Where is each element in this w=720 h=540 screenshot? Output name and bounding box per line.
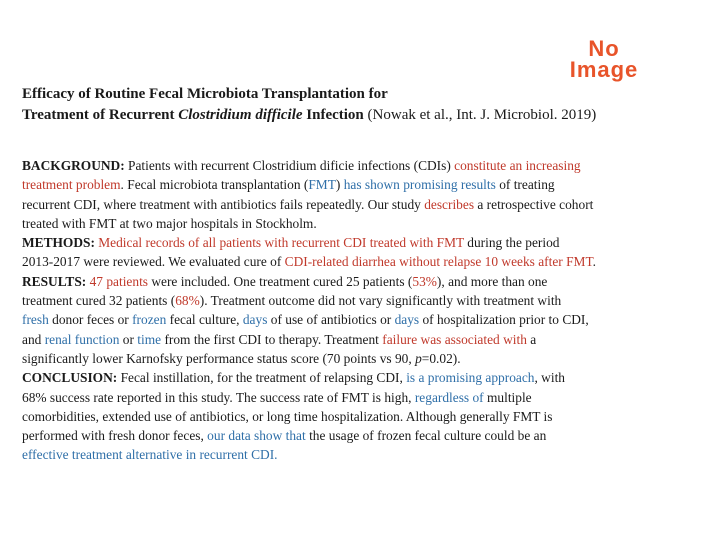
abstract-line — [22, 272, 716, 291]
body-text: comorbidities, extended use of antibiotics, or long time hospitalization. Although generally FMT is — [22, 408, 553, 424]
body-text: a retrospective cohort — [474, 196, 594, 212]
body-text: donor feces or — [48, 312, 133, 328]
highlight-blue-text: our data show that — [207, 428, 306, 444]
slide-title — [22, 84, 718, 126]
abstract-line — [22, 291, 716, 310]
body-text: ), and more than one — [436, 273, 548, 289]
section-heading: BACKGROUND: — [22, 158, 129, 173]
highlight-blue-text: has shown promising results — [343, 177, 496, 193]
body-text: , with — [534, 370, 565, 386]
body-text: Patients with recurrent Clostridium dificie infections (CDIs) — [128, 158, 455, 173]
body-text: from the first CDI to therapy. Treatment — [161, 331, 383, 347]
body-text: 2013-2017 were reviewed. We evaluated cure of — [22, 254, 285, 270]
abstract-line — [22, 233, 716, 252]
title-line2-start: Treatment of Recurrent — [22, 107, 179, 123]
title-organism: Clostridium difficile — [178, 107, 303, 123]
body-text: of treating — [495, 177, 555, 193]
highlight-blue-text: time — [137, 331, 162, 347]
no-image-line2: Image — [569, 57, 639, 82]
highlight-blue-text: regardless of — [414, 389, 484, 405]
body-text: ) — [335, 177, 344, 193]
body-text: treatment cured 32 patients ( — [22, 293, 176, 309]
highlight-red-text: treatment problem — [22, 177, 121, 193]
italic-text: p — [415, 350, 422, 366]
highlight-blue-text: effective treatment alternative in recurrent CDI. — [22, 447, 278, 463]
highlight-red-text: failure was associated with — [382, 331, 527, 347]
title-line1 — [22, 84, 718, 105]
abstract-line — [22, 445, 716, 464]
no-image-line1: No — [588, 36, 620, 61]
highlight-red-text: 68% — [175, 293, 200, 309]
abstract-line — [22, 156, 716, 175]
body-text: 68% success rate reported in this study. The success rate of FMT is high, — [22, 389, 415, 405]
highlight-blue-text: days — [242, 312, 268, 328]
highlight-red-text: 47 patients — [89, 273, 148, 289]
abstract-line — [22, 349, 716, 368]
highlight-blue-text: is a promising approach — [406, 370, 535, 386]
title-line1-text: Efficacy of Routine Fecal Microbiota Transplantation for — [22, 86, 388, 102]
highlight-red-text: 53% — [412, 273, 437, 289]
highlight-blue-text: renal function — [44, 331, 120, 347]
body-text: multiple — [483, 389, 532, 405]
highlight-blue-text: fresh — [22, 312, 49, 328]
abstract-line — [22, 214, 716, 233]
abstract-line — [22, 407, 716, 426]
abstract-line — [22, 252, 716, 271]
body-text: of use of antibiotics or — [267, 312, 395, 328]
body-text: during the period — [463, 235, 560, 251]
section-heading: CONCLUSION: — [22, 370, 121, 386]
highlight-blue-text: days — [394, 312, 420, 328]
abstract-line — [22, 175, 716, 194]
highlight-red-text: Medical records of all patients with recurrent CDI treated with FMT — [98, 235, 464, 251]
body-text: =0.02). — [421, 350, 461, 366]
abstract-body — [22, 156, 716, 465]
body-text: the usage of frozen fecal culture could be an — [305, 428, 547, 444]
body-text: Fecal instillation, for the treatment of relapsing CDI, — [120, 370, 407, 386]
abstract-line — [22, 388, 716, 407]
title-line2 — [22, 105, 718, 126]
no-image-placeholder — [548, 38, 660, 80]
highlight-blue-text: frozen — [132, 312, 167, 328]
body-text: fecal culture, — [166, 312, 243, 328]
abstract-line — [22, 330, 716, 349]
body-text: treated with FMT at two major hospitals in Stockholm. — [22, 215, 317, 231]
body-text: and — [22, 331, 45, 347]
body-text: performed with fresh donor feces, — [22, 428, 208, 444]
section-heading: RESULTS: — [22, 273, 90, 289]
body-text: . Fecal microbiota transplantation ( — [120, 177, 309, 193]
body-text: recurrent CDI, where treatment with antibiotics fails repeatedly. Our study — [22, 196, 425, 212]
body-text: ). Treatment outcome did not vary significantly with treatment with — [199, 293, 562, 309]
body-text: of hospitalization prior to CDI, — [419, 312, 589, 328]
body-text: . — [592, 254, 597, 270]
abstract-line — [22, 368, 716, 387]
body-text: significantly lower Karnofsky performance status score (70 points vs 90, — [22, 350, 416, 366]
title-citation: (Nowak et al., Int. J. Microbiol. 2019) — [363, 107, 597, 123]
body-text: or — [119, 331, 138, 347]
highlight-red-text: CDI-related diarrhea without relapse 10 weeks after FMT — [284, 254, 593, 270]
highlight-red-text: describes — [424, 196, 475, 212]
body-text: a — [526, 331, 537, 347]
title-line2-end: Infection — [302, 107, 364, 123]
abstract-line — [22, 195, 716, 214]
abstract-line — [22, 310, 716, 329]
highlight-blue-text: FMT — [308, 177, 336, 193]
highlight-red-text: constitute an increasing — [454, 158, 581, 173]
abstract-line — [22, 426, 716, 445]
body-text: were included. One treatment cured 25 patients ( — [148, 273, 413, 289]
section-heading: METHODS: — [22, 235, 99, 251]
